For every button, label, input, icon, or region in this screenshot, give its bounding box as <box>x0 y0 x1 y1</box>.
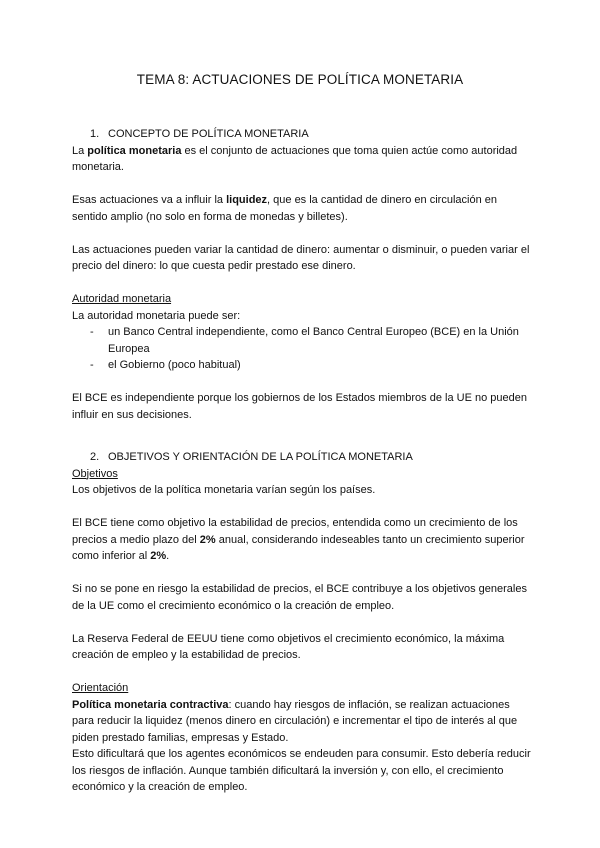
text: es el conjunto de actuaciones que toma quien actúe como autoridad monetaria. <box>72 144 518 173</box>
dash-list <box>72 324 532 374</box>
bold-term: política monetaria <box>87 144 182 157</box>
list-item: - un Banco Central independiente, como el Banco Central Europeo (BCE) en la Unión Europea <box>72 324 532 357</box>
paragraph: La autoridad monetaria puede ser: <box>72 309 241 322</box>
text: anual, considerando indeseables tanto un crecimiento superior como inferior al <box>72 533 525 562</box>
paragraph <box>72 192 532 225</box>
section-number: 1. <box>90 128 100 140</box>
paragraph: El BCE es independiente porque los gobiernos de los Estados miembros de la UE no pueden influir en sus decisiones. <box>72 392 527 421</box>
paragraph: Los objetivos de la política monetaria varían según los países. <box>72 484 376 496</box>
bold-term: 2% <box>199 533 216 546</box>
section-number: 2. <box>90 451 100 463</box>
section-heading-1 <box>72 126 532 143</box>
paragraph <box>72 515 532 565</box>
subheading-objetivos: Objetivos <box>72 467 118 480</box>
subheading-autoridad: Autoridad monetaria <box>72 293 172 305</box>
section-title: CONCEPTO DE POLÍTICA MONETARIA <box>108 128 309 140</box>
paragraph <box>72 143 532 176</box>
subheading-orientacion: Orientación <box>72 682 129 694</box>
paragraph <box>72 697 532 747</box>
text: Esas actuaciones va a influir la <box>72 194 227 206</box>
list-item: - el Gobierno (poco habitual) <box>72 357 532 374</box>
paragraph: Si no se pone en riesgo la estabilidad de precios, el BCE contribuye a los objetivos generales de la UE como el crecimiento económico o la creación de empleo. <box>72 583 527 612</box>
paragraph: Las actuaciones pueden variar la cantidad de dinero: aumentar o disminuir, o pueden variar el precio del dinero: lo que cuesta pedir prestado ese dinero. <box>72 243 530 272</box>
section-title: OBJETIVOS Y ORIENTACIÓN DE LA POLÍTICA MONETARIA <box>108 451 413 463</box>
bold-term: liquidez <box>226 194 268 206</box>
text: . <box>166 550 170 562</box>
page-title: TEMA 8: ACTUACIONES DE POLÍTICA MONETARIA <box>136 72 464 87</box>
section-heading-2 <box>72 449 532 466</box>
text: : cuando hay riesgos de inflación, se realizan actuaciones para reducir la liquidez (menos dinero en circulación) e incrementar el tipo de interés al que piden prestado familias, empresas y Estado. <box>72 698 518 744</box>
text: La <box>72 144 88 157</box>
paragraph: Esto dificultará que los agentes económicos se endeuden para consumir. Esto debería reducir los riesgos de inflación. Aunque también dificultará la inversión y, con ello, el crecimiento económico y la creación de empleo. <box>72 748 531 793</box>
document-body <box>72 126 532 796</box>
paragraph: La Reserva Federal de EEUU tiene como objetivos el crecimiento económico, la máxima creación de empleo y la estabilidad de precios. <box>72 632 505 661</box>
text: El BCE tiene como objetivo la estabilidad de precios, entendida como un crecimiento de los precios a medio plazo del <box>72 517 518 546</box>
text: , que es la cantidad de dinero en circulación en sentido amplio (no solo en forma de monedas y billetes). <box>72 194 497 223</box>
bold-term: 2% <box>150 550 167 562</box>
bold-term: Política monetaria contractiva <box>72 698 229 711</box>
